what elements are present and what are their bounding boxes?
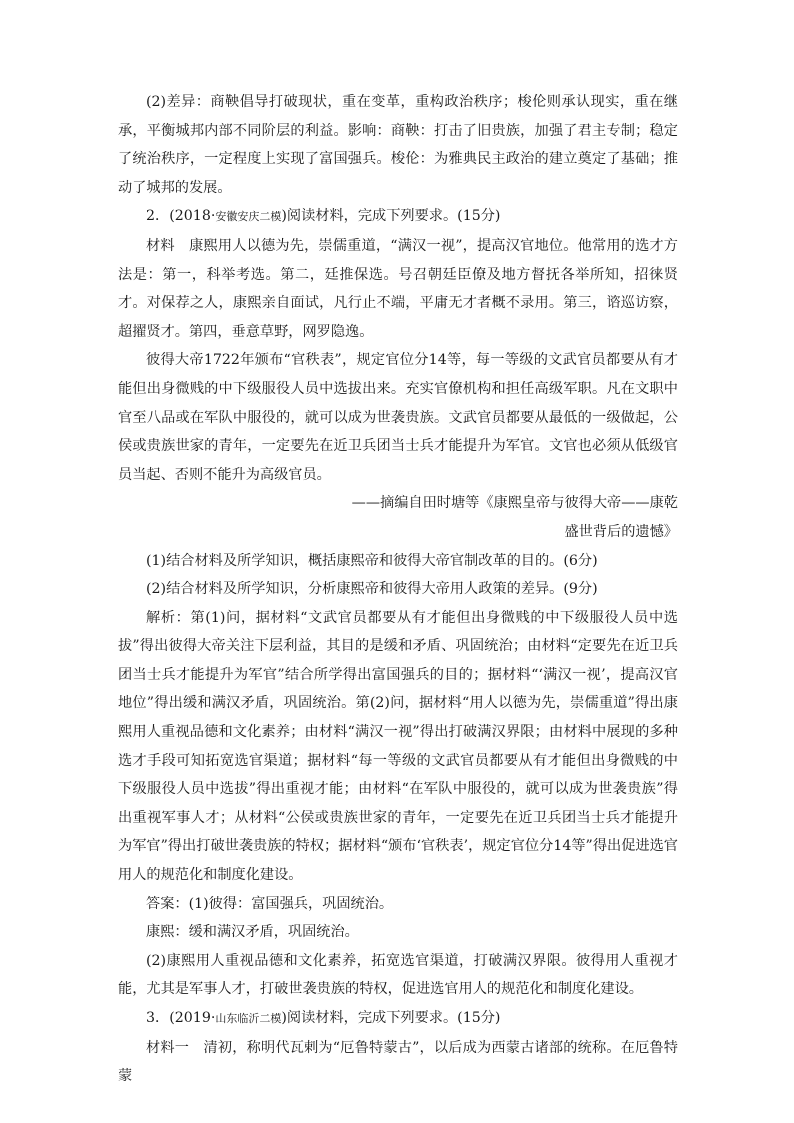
question-source: 安徽安庆二模 [215,210,282,224]
material-kangxi: 材料 康熙用人以德为先，崇儒重道，“满汉一视”，提高汉官地位。他常用的选才方法是：第一，科举考选。第二，廷推保选。号召朝廷臣僚及地方督抚各举所知，招徕贤才。对保荐之人，康熙亲自面试，凡行止不端，平庸无才者概不录用。第三，谘巡访察，超擢贤才。第四，垂意草野，网罗隐逸。 [118,237,678,340]
question-instruction: )阅读材料，完成下列要求。(15分) [281,1010,501,1026]
question-number: 3．(2019· [146,1010,216,1026]
question-2-heading [118,202,678,232]
answer-line-2: 康熙：缓和满汉矛盾，巩固统治。 [146,924,359,941]
answer-line-1: 答案：(1)彼得：富国强兵，巩固统治。 [146,895,394,912]
citation-line-2: 盛世背后的遗憾》 [564,523,678,540]
answer-paragraph-1: (2)差异：商鞅倡导打破现状，重在变革，重构政治秩序；梭伦则承认现实，重在继承，平衡城邦内部不同阶层的利益。影响：商鞅：打击了旧贵族，加强了君主专制；稳定了统治秩序，一定程度上实现了富国强兵。梭伦：为雅典民主政治的建立奠定了基础；推动了城邦的发展。 [118,94,678,196]
sub-question-2: (2)结合材料及所学知识，分析康熙帝和彼得大帝用人政策的差异。(9分) [146,581,598,598]
answer-paragraph-2: (2)康熙用人重视品德和文化素养，拓宽选官渠道，打破满汉界限。彼得用人重视才能，尤其是军事人才，打破世袭贵族的特权，促进选官用人的规范化和制度化建设。 [118,952,678,998]
question-source: 山东临沂二模 [215,1012,282,1025]
question-instruction: )阅读材料，完成下列要求。(15分) [281,208,501,225]
citation-line-1: ——摘编自田时塘等《康熙皇帝与彼得大帝——康乾 [351,495,678,512]
question-3-heading [118,1004,678,1034]
analysis-paragraph: 解析：第(1)问，据材料“文武官员都要从有才能但出身微贱的中下级服役人员中选拔”得出彼得大帝关注下层利益，其目的是缓和矛盾、巩固统治；由材料“定要先在近卫兵团当士兵才能提升为军官”结合所学得出富国强兵的目的；据材料“‘满汉一视’，提高汉官地位”得出缓和满汉矛盾，巩固统治。第(2)问，据材料“用人以德为先，崇儒重道”得出康熙用人重视品德和文化素养；由材料“满汉一视”得出打破满汉界限；由材料中展现的多种选才手段可知拓宽选官渠道；据材料“每一等级的文武官员都要从有才能但出身微贱的中下级服役人员中选拔”得出重视才能；由材料“在军队中服役的，就可以成为世袭贵族”得出重视军事人才；从材料“公侯或贵族世家的青年，一定要先在近卫兵团当士兵才能提升为军官”得出打破世袭贵族的特权；据材料“颁布‘官秩表’，规定官位分14等”得出促进选官用人的规范化和制度化建设。 [118,609,678,884]
document-page [118,88,678,1091]
material-peter: 彼得大帝1722年颁布“官秩表”，规定官位分14等，每一等级的文武官员都要从有才能但出身微贱的中下级服役人员中选拔出来。充实官僚机构和担任高级军职。凡在文职中官至八品或在军队中服役的，就可以成为世袭贵族。文武官员都要从最低的一级做起，公侯或贵族世家的青年，一定要先在近卫兵团当士兵才能提升为军官。文官也必须从低级官员当起、否则不能升为高级官员。 [118,352,678,483]
question-number: 2．(2018· [146,208,216,225]
sub-question-1: (1)结合材料及所学知识，概括康熙帝和彼得大帝官制改革的目的。(6分) [146,552,598,569]
material-one: 材料一 清初，称明代瓦剌为“厄鲁特蒙古”，以后成为西蒙古诸部的统称。在厄鲁特蒙 [118,1039,678,1085]
